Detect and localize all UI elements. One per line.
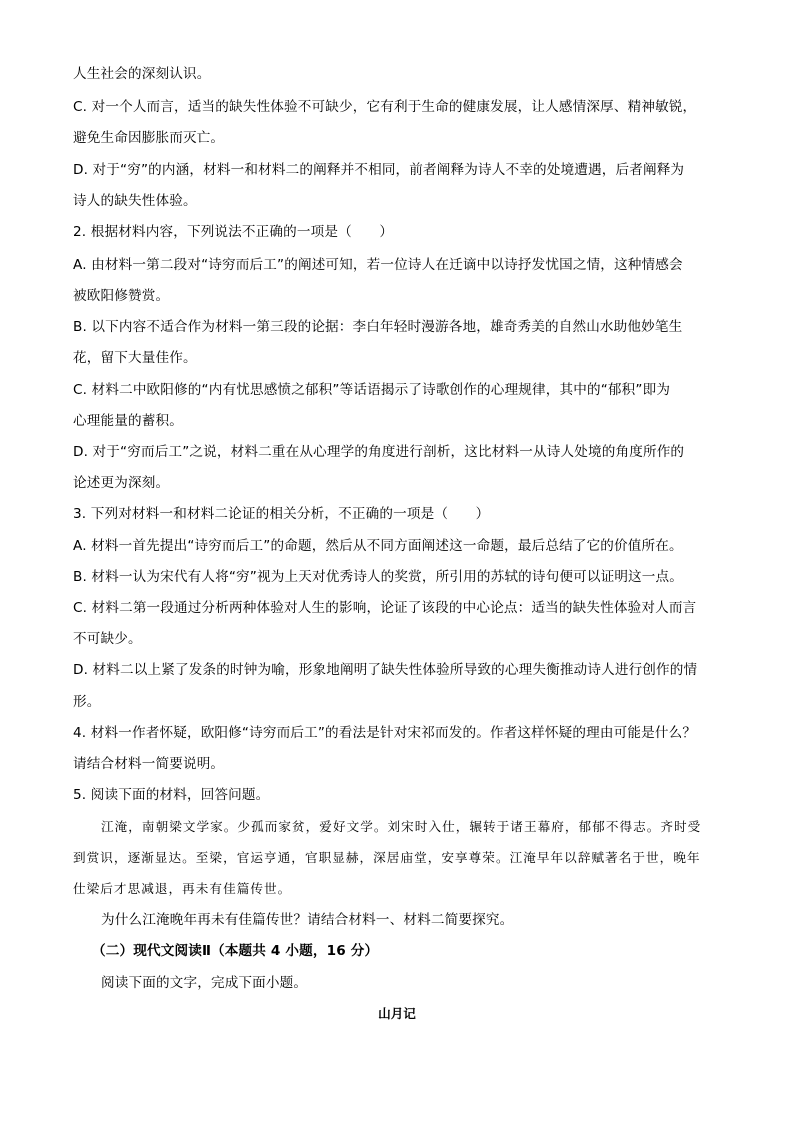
text-line: C. 对一个人而言，适当的缺失性体验不可缺少，它有利于生命的健康发展，让人感情深厚、精神敏锐， [73,99,697,115]
option-c: C. 材料二第一段通过分析两种体验对人生的影响，论证了该段的中心论点：适当的缺失性体验对人而言 [73,600,697,616]
quote-line: 到赏识，逐渐显达。至梁，官运亨通，官职显赫，深居庙堂，安享尊荣。江淹早年以辞赋著名于世，晚年 [73,850,701,865]
option-a: A. 由材料一第二段对“诗穷而后工”的阐述可知，若一位诗人在迁谪中以诗抒发忧国之情，这种情感会 [73,257,683,273]
quote-line: 江淹，南朝梁文学家。少孤而家贫，爱好文学。刘宋时入仕，辗转于诸王幕府，郁郁不得志。齐时受 [101,819,702,834]
option-a: A. 材料一首先提出“诗穷而后工”的命题，然后从不同方面阐述这一命题，最后总结了它的价值所在。 [73,538,683,554]
question-4: 4. 材料一作者怀疑，欧阳修“诗穷而后工”的看法是针对宋祁而发的。作者这样怀疑的理由可能是什么？ [73,725,697,741]
text-line: 诗人的缺失性体验。 [73,193,197,209]
question-5: 5. 阅读下面的材料，回答问题。 [73,787,270,803]
text-line: 心理能量的蓄积。 [73,413,183,429]
option-d: D. 材料二以上紧了发条的时钟为喻，形象地阐明了缺失性体验所导致的心理失衡推动诗人进行创作的情 [73,662,698,678]
question-2: 2. 根据材料内容，下列说法不正确的一项是（ ） [73,224,394,240]
text-line: 不可缺少。 [73,631,142,647]
text-line: 请结合材料一简要说明。 [73,756,225,772]
text-line: D. 对于“穷”的内涵，材料一和材料二的阐释并不相同，前者阐释为诗人不幸的处境遭遇，后者阐释为 [73,162,685,178]
text-line: 花，留下大量佳作。 [73,350,197,366]
text-line: 论述更为深刻。 [73,475,170,491]
option-b: B. 材料一认为宋代有人将“穷”视为上天对优秀诗人的奖赏，所引用的苏轼的诗句便可以证明这一点。 [73,569,684,585]
section-heading: （二）现代文阅读Ⅱ（本题共 4 小题，16 分） [92,943,379,959]
question-line: 为什么江淹晚年再未有佳篇传世？请结合材料一、材料二简要探究。 [101,912,514,928]
option-b: B. 以下内容不适合作为材料一第三段的论据：李白年轻时漫游各地，雄奇秀美的自然山水助他妙笔生 [73,319,683,335]
quote-line: 仕梁后才思减退，再未有佳篇传世。 [73,881,292,896]
text-line: 形。 [73,694,101,710]
instruction-line: 阅读下面的文字，完成下面小题。 [101,975,308,991]
text-line: 被欧阳修赞赏。 [73,288,170,304]
text-line: 人生社会的深刻认识。 [73,66,211,82]
question-3: 3. 下列对材料一和材料二论证的相关分析，不正确的一项是（ ） [73,506,490,522]
option-c: C. 材料二中欧阳修的“内有忧思感愤之郁积”等话语揭示了诗歌创作的心理规律，其中的“郁积”即为 [73,382,671,398]
option-d: D. 对于“穷而后工”之说，材料二重在从心理学的角度进行剖析，这比材料一从诗人处境的角度所作的 [73,444,685,460]
article-title: 山月记 [378,1006,416,1021]
text-line: 避免生命因膨胀而灭亡。 [73,130,225,146]
